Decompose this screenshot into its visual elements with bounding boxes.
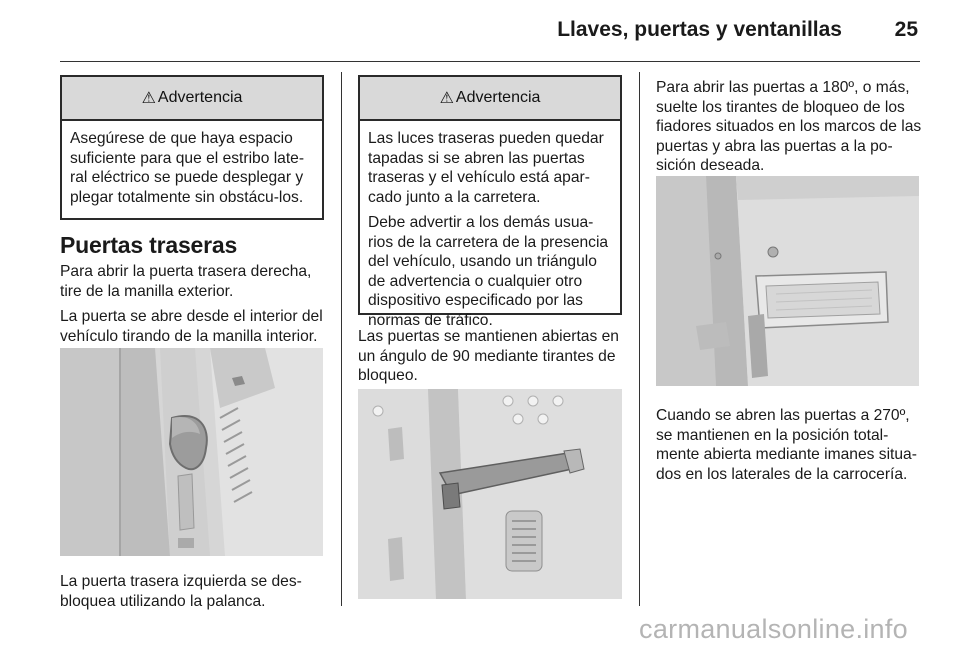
door-check-strap-illustration [358,389,622,599]
section-title: Puertas traseras [60,232,238,258]
warning-box-header [62,77,322,121]
warning-text: Las luces traseras pueden quedar tapadas si se abren las puertas traseras y el vehículo está apar-cado junto a la carretera. [368,130,604,206]
warning-box-lights [358,75,622,329]
page-number: 25 [894,18,918,41]
paragraph: Para abrir la puerta trasera derecha, tire de la manilla exterior. [60,263,312,300]
warning-box-text [360,121,620,336]
warning-box-text [62,121,322,213]
rear-door-lever-illustration [60,348,323,556]
column-divider-2 [639,72,640,606]
left-text-block [60,262,328,352]
right-text-block-1 [656,78,924,182]
column-divider-1 [341,72,342,606]
header-divider [60,61,920,62]
middle-text-block [358,327,628,392]
warning-triangle-icon: ⚠ [439,90,454,107]
right-text-block-2 [656,406,924,490]
warning-title: Advertencia [157,89,243,106]
warning-triangle-icon: ⚠ [141,90,156,107]
warning-text: Debe advertir a los demás usua-rios de la carretera de la presencia del vehículo, usando un triángulo de advertencia o cualquier otro dispositivo especificado por las normas de tráfico. [368,214,609,329]
warning-title: Advertencia [455,89,541,106]
paragraph: Cuando se abren las puertas a 270º, se mantienen en la posición total-mente abierta mediante imanes situa-dos en los laterales de la carrocería. [656,407,917,483]
warning-box-step [60,75,324,220]
paragraph: La puerta trasera izquierda se des-bloquea utilizando la palanca. [60,573,302,610]
warning-box-header [360,77,620,121]
paragraph: Para abrir las puertas a 180º, o más, suelte los tirantes de bloqueo de los fiadores situados en los marcos de las puertas y abra las puertas a la po-sición deseada. [656,79,922,174]
left-bottom-text [60,572,328,617]
warning-text: Asegúrese de que haya espacio suficiente para que el estribo late-ral eléctrico se puede desplegar y plegar totalmente sin obstácu-los. [70,130,305,206]
paragraph: La puerta se abre desde el interior del vehículo tirando de la manilla interior. [60,308,323,345]
open-door-magnet-illustration [656,176,919,386]
watermark-text: carmanualsonline.info [639,614,908,644]
paragraph: Las puertas se mantienen abiertas en un ángulo de 90 mediante tirantes de bloqueo. [358,328,619,384]
page-header-title: Llaves, puertas y ventanillas [557,18,842,41]
